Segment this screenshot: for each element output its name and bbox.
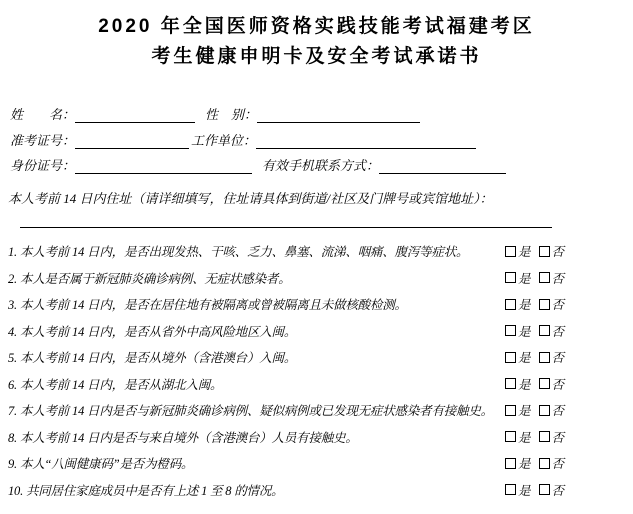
checkbox-no[interactable] — [539, 454, 565, 472]
id-no-field[interactable] — [75, 158, 252, 174]
no-label: 否 — [551, 245, 565, 259]
checkbox-icon[interactable] — [505, 352, 516, 363]
checkbox-icon[interactable] — [539, 484, 550, 495]
checkbox-yes[interactable] — [505, 481, 531, 499]
yes-label: 是 — [518, 351, 531, 365]
checkbox-no[interactable] — [539, 322, 565, 340]
checkbox-icon[interactable] — [539, 458, 550, 469]
question-choices — [505, 481, 564, 499]
question-list — [8, 242, 628, 507]
question-row-7 — [8, 401, 628, 428]
question-choices — [505, 348, 564, 366]
checkbox-no[interactable] — [539, 428, 565, 446]
checkbox-yes[interactable] — [505, 401, 531, 419]
question-text: 7. 本人考前 14 日内是否与新冠肺炎确诊病例、疑似病例或已发现无症状感染者有接触史。 — [8, 404, 493, 418]
question-row-3 — [8, 295, 628, 322]
form-row-id-phone — [10, 157, 506, 174]
address-label: 本人考前 14 日内住址（请详细填写，住址请具体到街道/社区及门牌号或宾馆地址）： — [8, 191, 493, 206]
no-label: 否 — [551, 298, 565, 312]
checkbox-icon[interactable] — [539, 431, 550, 442]
checkbox-no[interactable] — [539, 481, 565, 499]
checkbox-icon[interactable] — [505, 246, 516, 257]
checkbox-icon[interactable] — [505, 405, 516, 416]
question-row-8 — [8, 428, 628, 455]
question-row-2 — [8, 269, 628, 296]
question-row-6 — [8, 375, 628, 402]
question-choices — [505, 322, 564, 340]
yes-label: 是 — [518, 271, 531, 286]
document-title — [0, 12, 633, 72]
checkbox-yes[interactable] — [505, 375, 531, 393]
checkbox-icon[interactable] — [539, 405, 550, 416]
yes-label: 是 — [518, 457, 531, 471]
no-label: 否 — [551, 430, 565, 445]
checkbox-icon[interactable] — [539, 272, 550, 283]
checkbox-icon[interactable] — [505, 458, 516, 469]
admission-no-field[interactable] — [75, 133, 189, 149]
yes-label: 是 — [518, 324, 531, 339]
name-field[interactable] — [75, 107, 195, 123]
question-text: 4. 本人考前 14 日内，是否从省外中高风险地区入闽。 — [8, 324, 297, 339]
question-choices — [505, 269, 564, 287]
checkbox-icon[interactable] — [539, 378, 550, 389]
checkbox-icon[interactable] — [539, 325, 550, 336]
question-row-1 — [8, 242, 628, 269]
checkbox-icon[interactable] — [505, 299, 516, 310]
checkbox-no[interactable] — [539, 348, 565, 366]
question-choices — [505, 401, 564, 419]
checkbox-no[interactable] — [539, 242, 565, 260]
phone-label: 有效手机联系方式： — [262, 158, 380, 173]
address-field[interactable] — [20, 211, 552, 228]
question-text: 5. 本人考前 14 日内，是否从境外（含港澳台）入闽。 — [8, 351, 297, 365]
yes-label: 是 — [518, 483, 531, 498]
checkbox-no[interactable] — [539, 295, 565, 313]
question-choices — [505, 428, 564, 446]
question-text: 1. 本人考前 14 日内，是否出现发热、干咳、乏力、鼻塞、流涕、咽痛、腹泻等症状。 — [8, 245, 469, 259]
no-label: 否 — [551, 377, 565, 392]
question-choices — [505, 375, 564, 393]
question-text: 3. 本人考前 14 日内，是否在居住地有被隔离或曾被隔离且未做核酸检测。 — [8, 298, 407, 312]
question-row-4 — [8, 322, 628, 349]
gender-label: 性 别： — [205, 107, 258, 122]
checkbox-icon[interactable] — [505, 484, 516, 495]
checkbox-no[interactable] — [539, 269, 565, 287]
no-label: 否 — [551, 324, 565, 339]
no-label: 否 — [551, 271, 565, 286]
checkbox-no[interactable] — [539, 401, 565, 419]
checkbox-icon[interactable] — [539, 352, 550, 363]
yes-label: 是 — [518, 404, 531, 418]
checkbox-icon[interactable] — [505, 378, 516, 389]
work-unit-label: 工作单位： — [191, 133, 257, 148]
checkbox-icon[interactable] — [505, 325, 516, 336]
question-text: 10. 共同居住家庭成员中是否有上述 1 至 8 的情况。 — [8, 483, 284, 498]
checkbox-yes[interactable] — [505, 295, 531, 313]
no-label: 否 — [551, 483, 565, 498]
question-choices — [505, 242, 564, 260]
yes-label: 是 — [518, 298, 531, 312]
admission-no-label: 准考证号： — [10, 133, 76, 148]
question-row-10 — [8, 481, 628, 508]
checkbox-icon[interactable] — [539, 246, 550, 257]
no-label: 否 — [551, 351, 565, 365]
checkbox-no[interactable] — [539, 375, 565, 393]
checkbox-yes[interactable] — [505, 348, 531, 366]
form-row-name-gender — [10, 106, 420, 123]
checkbox-icon[interactable] — [539, 299, 550, 310]
id-no-label: 身份证号： — [10, 158, 76, 173]
yes-label: 是 — [518, 245, 531, 259]
question-text: 8. 本人考前 14 日内是否与来自境外（含港澳台）人员有接触史。 — [8, 430, 358, 445]
checkbox-icon[interactable] — [505, 272, 516, 283]
work-unit-field[interactable] — [256, 133, 476, 149]
page-title-line1: 2020 年全国医师资格实践技能考试福建考区 — [98, 16, 535, 37]
checkbox-yes[interactable] — [505, 242, 531, 260]
question-row-5 — [8, 348, 628, 375]
question-row-9 — [8, 454, 628, 481]
checkbox-icon[interactable] — [505, 431, 516, 442]
page-title-line2: 考生健康申明卡及安全考试承诺书 — [151, 46, 482, 67]
checkbox-yes[interactable] — [505, 428, 531, 446]
checkbox-yes[interactable] — [505, 322, 531, 340]
question-text: 9. 本人“八闽健康码”是否为橙码。 — [8, 457, 194, 471]
no-label: 否 — [551, 404, 565, 418]
form-row-admission-work — [10, 132, 476, 149]
checkbox-yes[interactable] — [505, 454, 531, 472]
gender-field[interactable] — [257, 107, 420, 123]
phone-field[interactable] — [379, 158, 506, 174]
no-label: 否 — [551, 457, 565, 471]
checkbox-yes[interactable] — [505, 269, 531, 287]
question-choices — [505, 295, 564, 313]
name-label: 姓 名： — [10, 107, 76, 122]
yes-label: 是 — [518, 377, 531, 392]
yes-label: 是 — [518, 430, 531, 445]
question-text: 6. 本人考前 14 日内，是否从湖北入闽。 — [8, 377, 223, 392]
question-text: 2. 本人是否属于新冠肺炎确诊病例、无症状感染者。 — [8, 271, 291, 286]
question-choices — [505, 454, 564, 472]
